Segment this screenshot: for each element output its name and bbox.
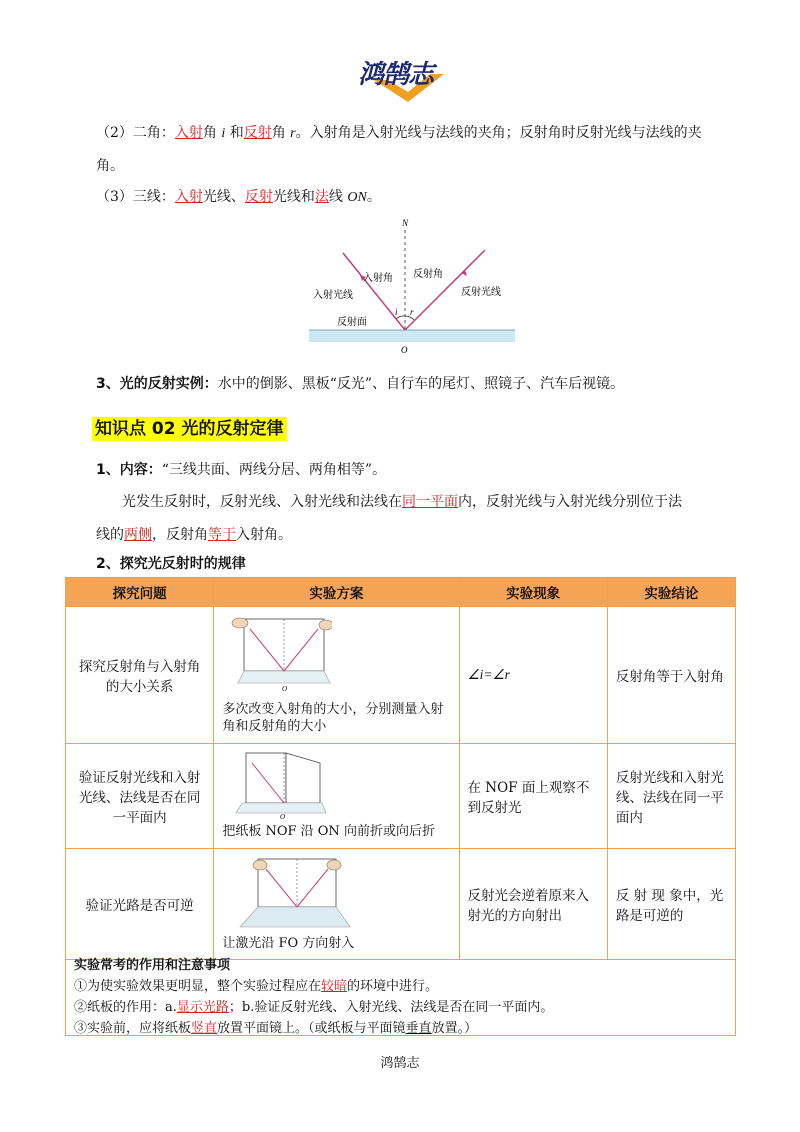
row1-plan: 多次改变入射角的大小，分别测量入射角和反射角的大小 bbox=[222, 702, 444, 734]
experiment-table bbox=[65, 577, 736, 960]
svg-text:反射光线: 反射光线 bbox=[461, 287, 501, 298]
row2-question: 验证反射光线和入射光线、法线是否在同一平面内 bbox=[66, 744, 214, 849]
table-row bbox=[66, 849, 736, 960]
svg-text:N: N bbox=[402, 218, 409, 228]
row3-conclusion: 反 射 现 象中，光路是可逆的 bbox=[607, 849, 735, 960]
svg-text:反射角: 反射角 bbox=[413, 269, 443, 280]
content-paragraph-2: 线的两侧，反射角等于入射角。 bbox=[96, 527, 292, 543]
svg-text:O: O bbox=[401, 345, 408, 355]
row1-question: 探究反射角与入射角的大小关系 bbox=[66, 607, 214, 744]
row2-plan: 把纸板 NOF 沿 ON 向前折或向后折 bbox=[222, 824, 435, 839]
row3-question: 验证光路是否可逆 bbox=[66, 849, 214, 960]
two-angles-line2: 角。 bbox=[96, 158, 124, 174]
row1-conclusion: 反射角等于入射角 bbox=[607, 607, 735, 744]
logo-text: 鸿鹄志 bbox=[358, 60, 434, 90]
header-conclusion: 实验结论 bbox=[607, 578, 735, 607]
notes-title: 实验常考的作用和注意事项 bbox=[74, 958, 231, 973]
experiment-board-figure-3 bbox=[222, 853, 362, 935]
header-phenomenon: 实验现象 bbox=[459, 578, 607, 607]
row3-plan-cell bbox=[214, 849, 459, 960]
row1-plan-cell bbox=[214, 607, 459, 744]
row2-plan-cell bbox=[214, 744, 459, 849]
table-row bbox=[66, 744, 736, 849]
experiment-board-figure-2 bbox=[222, 747, 332, 823]
knowledge-point-heading: 知识点 02 光的反射定律 bbox=[92, 414, 287, 439]
svg-text:反射面: 反射面 bbox=[337, 317, 367, 328]
header-question: 探究问题 bbox=[66, 578, 214, 607]
table-header-row bbox=[66, 578, 736, 607]
reflection-diagram bbox=[305, 215, 517, 360]
svg-text:i: i bbox=[395, 307, 398, 317]
svg-text:O: O bbox=[282, 685, 288, 693]
svg-text:O: O bbox=[280, 813, 286, 821]
content-line: 1、内容：“三线共面、两线分居、两角相等”。 bbox=[96, 462, 387, 478]
brand-logo bbox=[352, 52, 470, 104]
page-footer: 鸿鹄志 bbox=[380, 1056, 420, 1071]
notes-item-2: ②纸板的作用：a.显示光路；b.验证反射光线、入射光线、法线是否在同一平面内。 bbox=[74, 1000, 554, 1015]
row1-phenomenon: ∠i=∠r bbox=[459, 607, 607, 744]
experiment-board-figure-1 bbox=[222, 611, 332, 699]
svg-text:r: r bbox=[410, 307, 414, 317]
notes-item-1: ①为使实验效果更明显，整个实验过程应在较暗的环境中进行。 bbox=[74, 979, 439, 994]
three-lines-line: （3）三线：入射光线、反射光线和法线 ON。 bbox=[96, 189, 381, 205]
notes-item-3: ③实验前，应将纸板竖直放置平面镜上。（或纸板与平面镜垂直放置。） bbox=[74, 1021, 478, 1036]
two-angles-line: （2）二角：入射角 i 和反射角 r。入射角是入射光线与法线的夹角；反射角时反射光线与法线的夹 bbox=[96, 125, 702, 141]
examples-line: 3、光的反射实例：水中的倒影、黑板“反光”、自行车的尾灯、照镜子、汽车后视镜。 bbox=[96, 376, 625, 392]
content-paragraph-1: 光发生反射时，反射光线、入射光线和法线在同一平面内，反射光线与入射光线分别位于法 bbox=[122, 494, 682, 510]
header-plan: 实验方案 bbox=[214, 578, 459, 607]
svg-text:入射角: 入射角 bbox=[363, 273, 393, 284]
row3-plan: 让激光沿 FO 方向射入 bbox=[222, 936, 355, 951]
table-row bbox=[66, 607, 736, 744]
svg-text:入射光线: 入射光线 bbox=[313, 290, 353, 301]
row2-conclusion: 反射光线和入射光线、法线在同一平面内 bbox=[607, 744, 735, 849]
notes-box bbox=[65, 951, 736, 1036]
explore-heading: 2、探究光反射时的规律 bbox=[96, 556, 246, 572]
row3-phenomenon: 反射光会逆着原来入射光的方向射出 bbox=[459, 849, 607, 960]
row2-phenomenon: 在 NOF 面上观察不到反射光 bbox=[459, 744, 607, 849]
reflecting-surface bbox=[309, 330, 515, 342]
